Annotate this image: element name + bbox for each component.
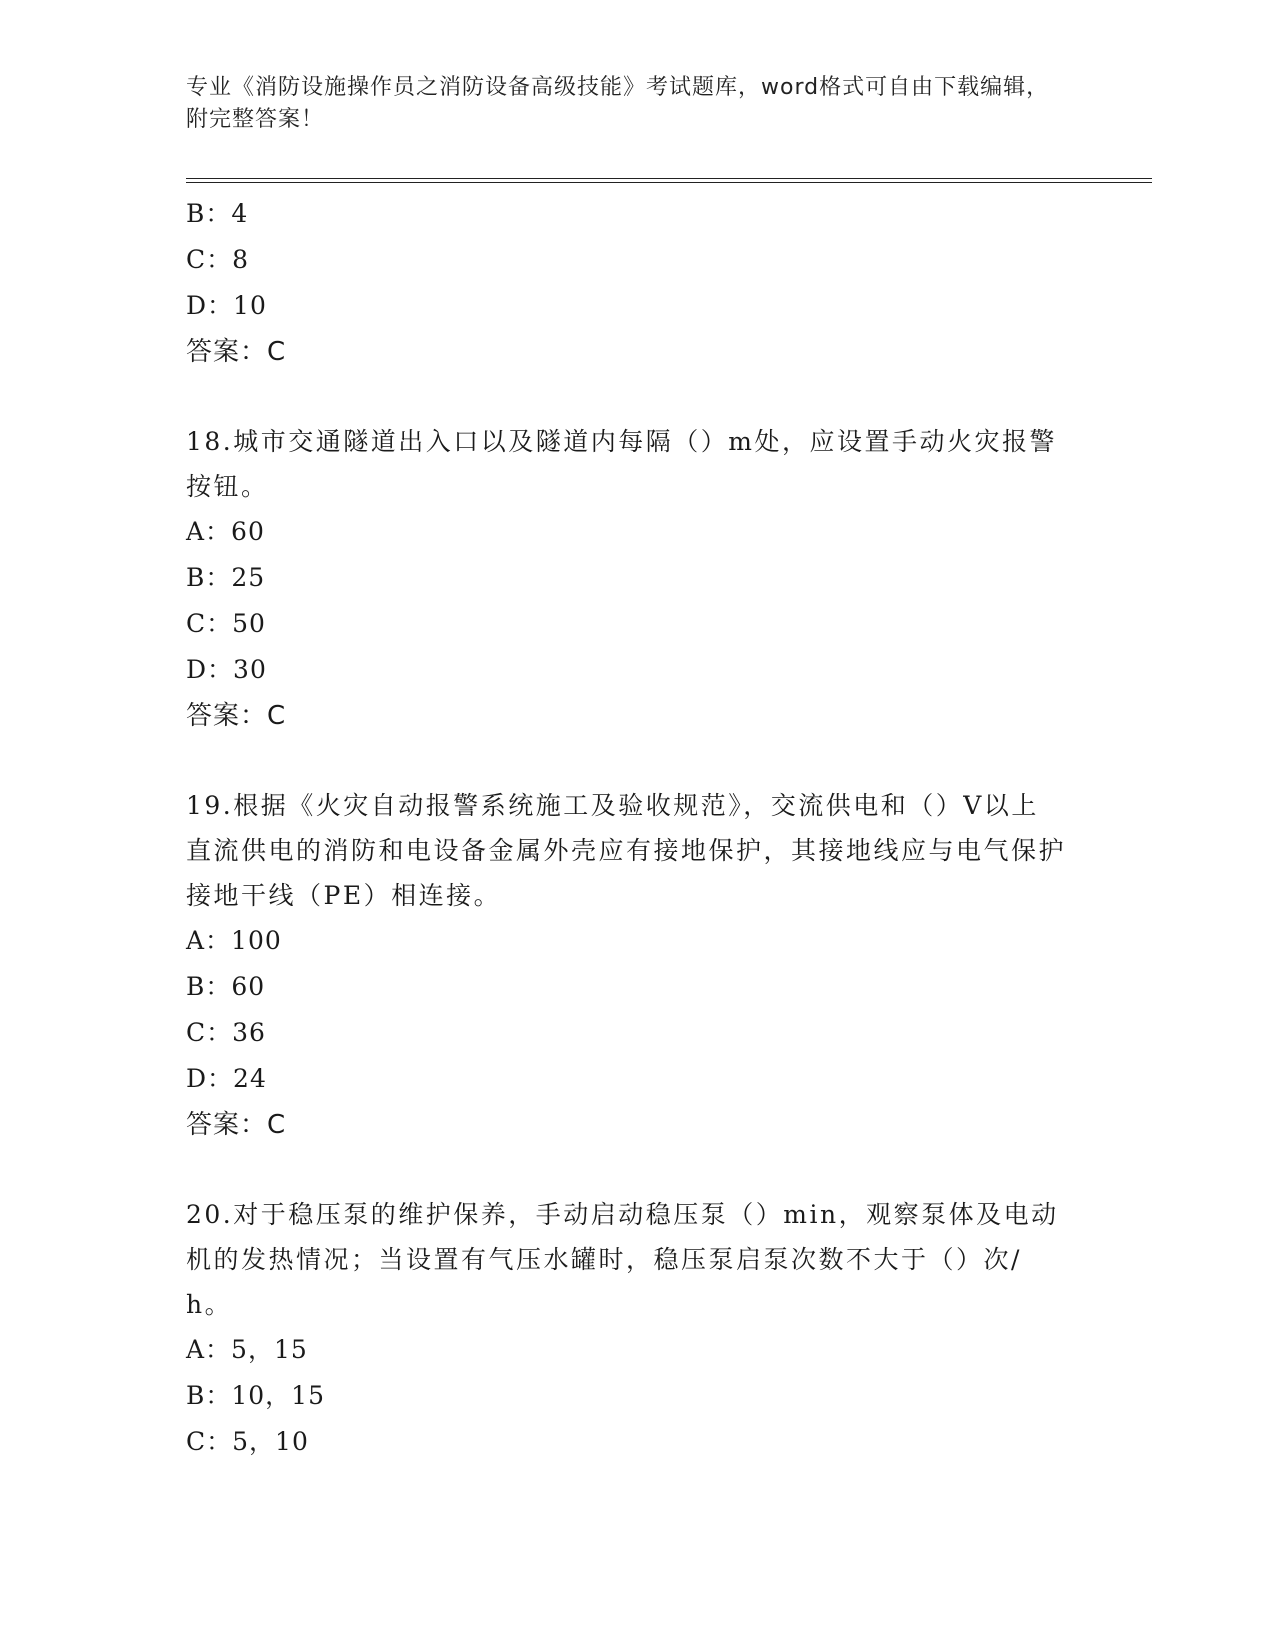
question-text: 19.根据《火灾自动报警系统施工及验收规范》，交流供电和（）V以上直流供电的消防和电设备金属外壳应有接地保护，其接地线应与电气保护接地干线（PE）相连接。 [186,791,1067,910]
option-c: C：8 [186,245,250,274]
option-a: A：100 [186,926,282,955]
question-list [186,191,1066,1465]
option-a: A：60 [186,517,265,546]
option-b: B：60 [186,972,266,1001]
option-b: B：10，15 [186,1381,325,1410]
option-d: D：24 [186,1064,267,1093]
option-b: B：25 [186,563,266,592]
option-a: A：5，15 [186,1335,308,1364]
option-d: D：30 [186,655,267,684]
option-c: C：50 [186,609,266,638]
answer: 答案：C [186,1110,287,1140]
document-header: 专业《消防设施操作员之消防设备高级技能》考试题库，word格式可自由下载编辑，附完整答案！ [186,75,1050,132]
answer: 答案：C [186,337,287,367]
header-rule-bottom [186,182,1152,183]
question-text: 18.城市交通隧道出入口以及隧道内每隔（）m处，应设置手动火灾报警按钮。 [186,427,1057,501]
question-17-continued [186,191,1066,375]
question-18 [186,419,1066,739]
option-c: C：5，10 [186,1427,309,1456]
question-19 [186,783,1066,1148]
answer: 答案：C [186,701,287,731]
option-d: D：10 [186,291,267,320]
option-c: C：36 [186,1018,266,1047]
question-20 [186,1192,1066,1465]
question-text: 20.对于稳压泵的维护保养，手动启动稳压泵（）min，观察泵体及电动机的发热情况；当设置有气压水罐时，稳压泵启泵次数不大于（）次/h。 [186,1200,1059,1319]
option-b: B：4 [186,199,249,228]
header-rule-top [186,178,1152,179]
